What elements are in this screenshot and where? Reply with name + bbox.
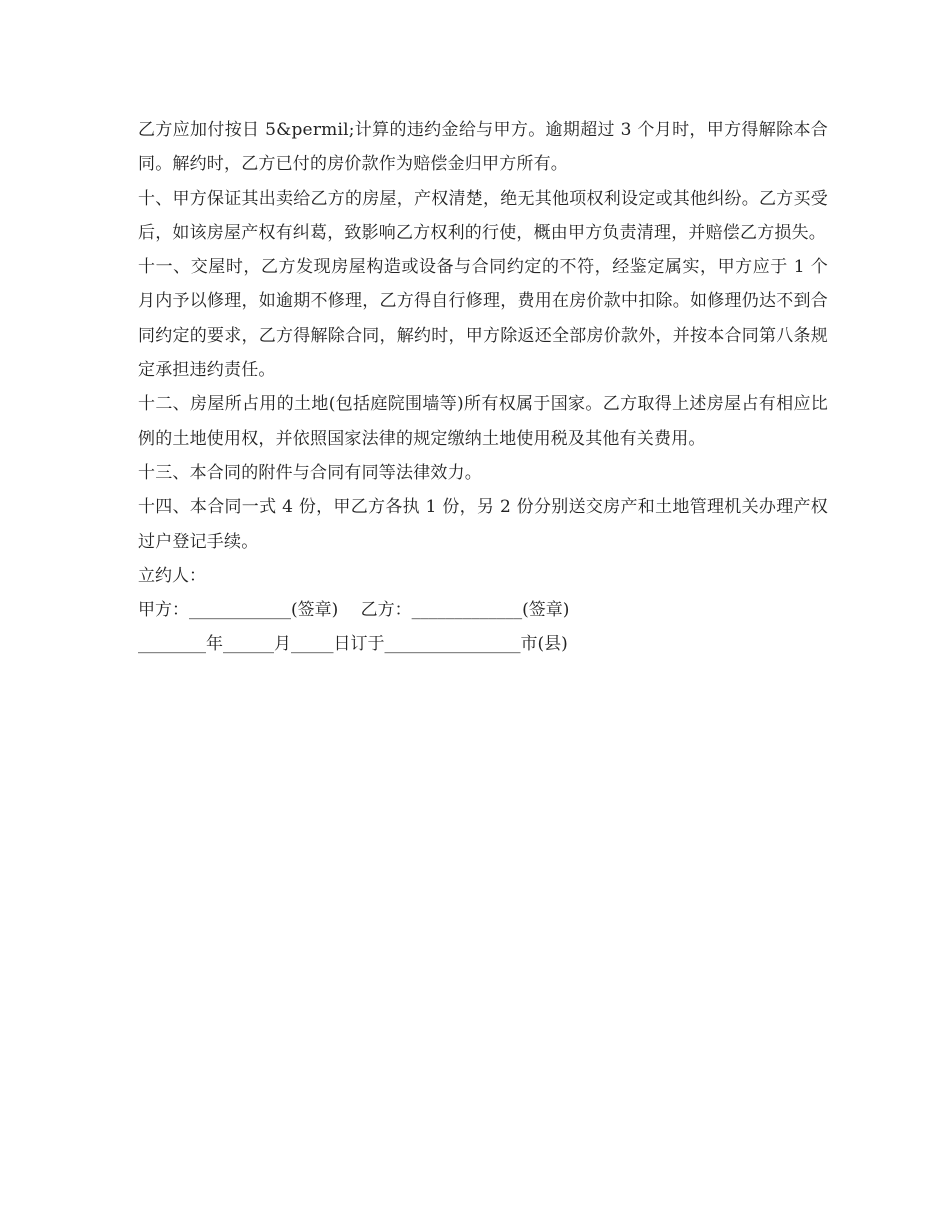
paragraph-clause-11: 十一、交屋时，乙方发现房屋构造或设备与合同约定的不符，经鉴定属实，甲方应于 1 个月内予以修理，如逾期不修理，乙方得自行修理，费用在房价款中扣除。如修理仍达不到合同约定的要求，乙方得解除合同，解约时，甲方除返还全部房价款外，并按本合同第八条规定承担违约责任。: [138, 257, 828, 381]
paragraph-clause-12: 十二、房屋所占用的土地(包括庭院围墙等)所有权属于国家。乙方取得上述房屋占有相应比例的土地使用权，并依照国家法律的规定缴纳土地使用税及其他有关费用。: [138, 394, 828, 449]
paragraph-clause-14: 十四、本合同一式 4 份，甲乙方各执 1 份，另 2 份分别送交房产和土地管理机关办理产权过户登记手续。: [138, 497, 828, 552]
signature-line: 甲方：____________(签章) 乙方：_____________(签章): [138, 600, 570, 621]
signatories-label: 立约人：: [138, 565, 206, 586]
contract-body: [138, 113, 828, 662]
paragraph-clause-10: 十、甲方保证其出卖给乙方的房屋，产权清楚，绝无其他项权利设定或其他纠纷。乙方买受后，如该房屋产权有纠葛，致影响乙方权利的行使，概由甲方负责清理，并赔偿乙方损失。: [138, 188, 828, 243]
paragraph-penalty: 乙方应加付按日 5&permil;计算的违约金给与甲方。逾期超过 3 个月时，甲方得解除本合同。解约时，乙方已付的房价款作为赔偿金归甲方所有。: [138, 120, 828, 175]
paragraph-clause-13: 十三、本合同的附件与合同有同等法律效力。: [138, 462, 482, 483]
date-line: ________年______月_____日订于________________市(县): [138, 634, 568, 655]
